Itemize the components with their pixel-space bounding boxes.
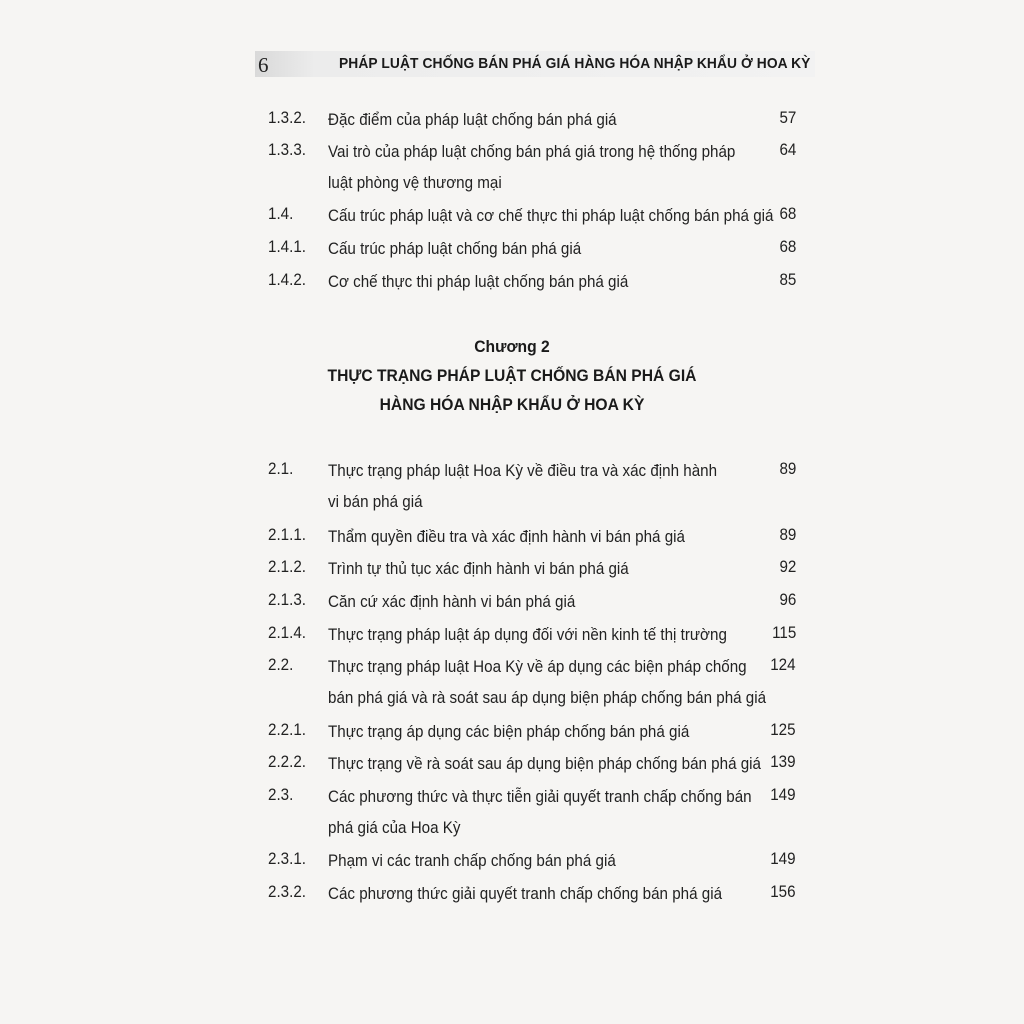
toc-entry-number: 2.1.3. — [268, 591, 306, 609]
toc-entry-number: 1.3.3. — [268, 141, 306, 159]
toc-entry-page: 96 — [779, 591, 796, 609]
toc-entry-number: 2.2. — [268, 656, 294, 674]
toc-entry-title: Thực trạng áp dụng các biện pháp chống bán phá giá — [328, 723, 690, 741]
toc-entry-page: 68 — [779, 238, 796, 256]
toc-entry-number: 2.2.1. — [268, 721, 306, 739]
page-number: 6 — [258, 53, 269, 77]
toc-entry-page: 115 — [771, 624, 796, 642]
toc-entry-number: 2.1.2. — [268, 558, 306, 576]
running-title: PHÁP LUẬT CHỐNG BÁN PHÁ GIÁ HÀNG HÓA NHẬP KHẨU Ở HOA KỲ — [338, 55, 810, 72]
toc-entry-title: Cơ chế thực thi pháp luật chống bán phá giá — [328, 273, 629, 291]
toc-entry-number: 2.1.1. — [268, 526, 306, 544]
toc-entry-number: 1.4. — [268, 205, 294, 223]
toc-entry-page: 149 — [770, 850, 796, 868]
toc-entry-page: 89 — [779, 460, 796, 478]
chapter-title-line-2: HÀNG HÓA NHẬP KHẨU Ở HOA KỲ — [379, 395, 645, 414]
toc-entry-number: 2.3.2. — [268, 883, 306, 901]
toc-entry-title: Các phương thức và thực tiễn giải quyết tranh chấp chống bán phá giá của Hoa Kỳ — [328, 788, 752, 837]
toc-entry-number: 2.1. — [268, 460, 294, 478]
toc-entry-number: 2.2.2. — [268, 753, 306, 771]
toc-entry-title: Thực trạng pháp luật Hoa Kỳ về điều tra và xác định hành vi bán phá giá — [328, 462, 718, 511]
toc-entry-title: Phạm vi các tranh chấp chống bán phá giá — [328, 852, 616, 870]
toc-entry-page: 139 — [770, 753, 796, 771]
toc-entry-title: Các phương thức giải quyết tranh chấp chống bán phá giá — [328, 885, 723, 903]
toc-entry-page: 57 — [779, 109, 796, 127]
toc-entry-number: 2.3. — [268, 786, 294, 804]
toc-entry-number: 2.3.1. — [268, 850, 306, 868]
toc-entry-page: 124 — [770, 656, 796, 674]
toc-entry-page: 125 — [770, 721, 796, 739]
toc-entry-number: 1.4.2. — [268, 271, 306, 289]
chapter-heading — [0, 332, 1024, 419]
toc-entry-page: 89 — [779, 526, 796, 544]
toc-entry-title: Trình tự thủ tục xác định hành vi bán phá giá — [328, 560, 629, 578]
toc-entry-title: Căn cứ xác định hành vi bán phá giá — [328, 593, 576, 611]
toc-entry-title: Cấu trúc pháp luật chống bán phá giá — [328, 240, 582, 258]
toc-entry-page: 149 — [770, 786, 796, 804]
toc-entry-number: 1.3.2. — [268, 109, 306, 127]
chapter-title-line-1: THỰC TRẠNG PHÁP LUẬT CHỐNG BÁN PHÁ GIÁ — [327, 366, 697, 385]
toc-entry-title: Thực trạng về rà soát sau áp dụng biện pháp chống bán phá giá — [328, 755, 761, 773]
toc-entry-title: Thực trạng pháp luật Hoa Kỳ về áp dụng các biện pháp chống bán phá giá và rà soát sau áp dụng biện pháp chống bán phá giá — [328, 658, 767, 707]
toc-entry-page: 92 — [779, 558, 796, 576]
toc-entry-number: 1.4.1. — [268, 238, 306, 256]
toc-entry-page: 156 — [770, 883, 796, 901]
toc-entry-number: 2.1.4. — [268, 624, 306, 642]
toc-entry-page: 85 — [779, 271, 796, 289]
toc-entry-title: Thực trạng pháp luật áp dụng đối với nền kinh tế thị trường — [328, 626, 727, 644]
toc-entry-title: Vai trò của pháp luật chống bán phá giá trong hệ thống pháp luật phòng vệ thương mại — [328, 143, 736, 192]
toc-entry-title: Cấu trúc pháp luật và cơ chế thực thi pháp luật chống bán phá giá — [328, 207, 774, 225]
toc-entry-title: Thẩm quyền điều tra và xác định hành vi bán phá giá — [328, 528, 685, 546]
toc-entry-title: Đặc điểm của pháp luật chống bán phá giá — [328, 111, 617, 129]
chapter-label: Chương 2 — [474, 337, 550, 356]
toc-entry-page: 64 — [779, 141, 796, 159]
toc-entry-page: 68 — [779, 205, 796, 223]
